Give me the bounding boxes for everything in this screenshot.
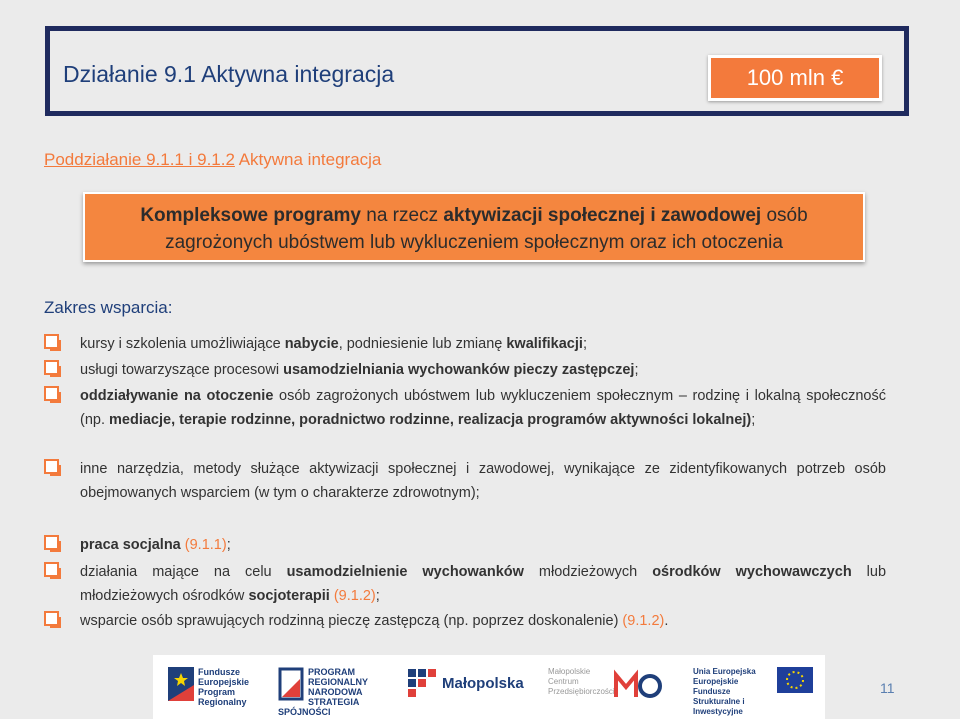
malopolska-emblem-icon [408,667,438,697]
item-text: osób zagrożonych ubóstwem lub wykluczeniem społecznym – rodzinę i lokalną społeczność (np. [80,388,886,428]
subtitle-name: Aktywna integracja [234,150,382,169]
item-text: młodzieżowych [523,564,653,580]
item-ref: (9.1.1) [180,537,227,553]
checkbox-bullet-icon [44,386,59,401]
item-text: ; [582,336,587,352]
item-bold: oddziaływanie na otoczenie [80,388,274,404]
funding-logos-strip [153,655,825,719]
item-bold: ośrodków wychowawczych [652,564,852,580]
program-regionalny-logo: PROGRAM REGIONALNY NARODOWA STRATEGIA SPÓJNOŚCI [278,667,368,717]
list-item [44,332,886,356]
fundusze-europejskie-logo: Fundusze Europejskie Program Regionalny [168,667,263,707]
item-bold: mediacje, terapie rodzinne, poradnictwo rodzinne, realizacja programów aktywności lokalnej) [109,412,752,428]
unia-europejska-logo: Unia Europejska Europejskie Fundusze Strukturalne i Inwestycyjne [693,667,818,707]
support-scope-heading: Zakres wsparcia: [44,298,173,317]
program-emblem-icon [278,667,304,701]
checkbox-bullet-icon [44,360,59,375]
item-ref: (9.1.2) [329,588,376,604]
item-bold: socjoterapii [248,588,330,604]
item-text: ; [751,412,756,428]
summary-banner [83,192,865,262]
list-item [44,358,886,382]
list-item [44,609,886,633]
item-text: usługi towarzyszące procesowi [80,362,284,378]
item-text: inne narzędzia, metody służące aktywizacji społecznej i zawodowej, wynikające ze zidentyfikowanych potrzeb osób obejmowanych wsparciem (w tym o charakterze zdrowotnym); [80,461,886,501]
checkbox-bullet-icon [44,459,59,474]
subtitle-actions: Poddziałanie 9.1.1 i 9.1.2 [44,150,235,169]
banner-text-1: na rzecz [360,205,444,226]
item-text: ; [375,588,380,604]
item-text: , podniesienie lub zmianę [338,336,507,352]
item-text: . [664,613,669,629]
item-bold: kwalifikacji [506,336,583,352]
subtitle [44,150,381,170]
item-text: ; [634,362,639,378]
item-text: kursy i szkolenia umożliwiające [80,336,285,352]
title-box [45,26,909,116]
item-text: ; [226,537,231,553]
banner-bold-1: Kompleksowe programy [140,205,361,226]
flag-stars-icon [168,667,194,701]
item-text: wsparcie osób sprawujących rodzinną pieczę zastępczą (np. poprzez doskonalenie) [80,613,619,629]
list-item [44,560,886,608]
list-item [44,533,886,557]
checkbox-bullet-icon [44,562,59,577]
page-number: 11 [880,680,895,696]
item-text: lub młodzieżowych ośrodków [80,564,887,604]
mcp-logo: Małopolskie Centrum Przedsiębiorczości [548,667,668,707]
banner-text-2: osób zagrożonych ubóstwem lub wykluczeniem społecznym oraz ich otoczenia [165,205,808,253]
item-bold: nabycie [284,336,339,352]
eu-flag-icon [777,667,813,693]
item-bold: usamodzielnienie wychowanków [286,564,524,580]
list-item [44,457,886,505]
item-ref: (9.1.2) [618,613,665,629]
item-bold: praca socjalna [80,537,181,553]
item-text: działania mające na celu [80,564,287,580]
checkbox-bullet-icon [44,535,59,550]
mcp-mark-icon [612,667,662,701]
banner-bold-2: aktywizacji społecznej i zawodowej [443,205,762,226]
malopolska-logo: Małopolska [408,667,533,707]
list-item [44,384,886,432]
checkbox-bullet-icon [44,611,59,626]
slide-title: Działanie 9.1 Aktywna integracja [63,61,395,87]
item-bold: usamodzielniania wychowanków pieczy zastępczej [283,362,635,378]
amount-badge: 100 mln € [708,55,882,101]
checkbox-bullet-icon [44,334,59,349]
